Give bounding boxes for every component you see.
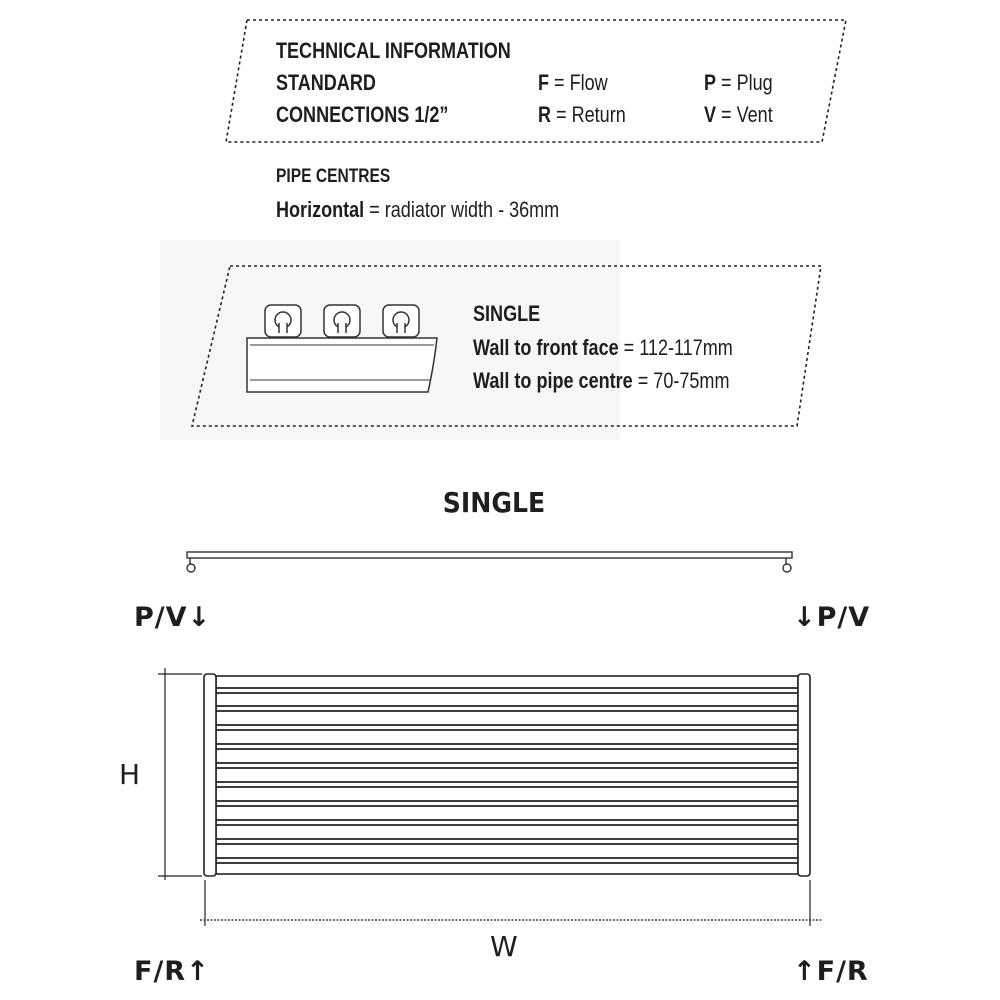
top-left-connection-label: P/V↓ [134,602,212,633]
tube-bracket [324,305,360,337]
section-drawing [247,305,437,392]
wall-to-front-face: Wall to front face = 112-117mm [473,335,733,360]
tube-bracket [383,305,419,337]
legend-flow: F = Flow [538,70,608,95]
radiator-elevation [204,674,810,876]
top-right-connection-label: ↓P/V [793,602,871,633]
legend-return: R = Return [538,102,626,127]
bottom-right-connection-label: ↑F/R [793,956,869,987]
bottom-left-connection-label: F/R↑ [134,956,210,987]
wall-to-pipe-centre: Wall to pipe centre = 70-75mm [473,368,730,393]
connections-label: CONNECTIONS 1/2” [276,102,449,127]
diagram-title: SINGLE [442,486,546,519]
pipe-centres-horizontal: Horizontal = radiator width - 36mm [276,197,560,222]
legend-plug: P = Plug [704,70,773,95]
tube-bracket [265,305,301,337]
legend-vent: V = Vent [704,102,773,127]
tech-title: TECHNICAL INFORMATION [276,38,511,63]
profile-title: SINGLE [473,301,541,326]
height-label: H [119,758,141,791]
standard-label: STANDARD [276,70,376,95]
width-dimension [200,880,822,926]
pipe-centres-title: PIPE CENTRES [276,166,391,187]
height-dimension [158,668,202,880]
top-rail [187,552,792,572]
width-label: W [490,930,518,963]
